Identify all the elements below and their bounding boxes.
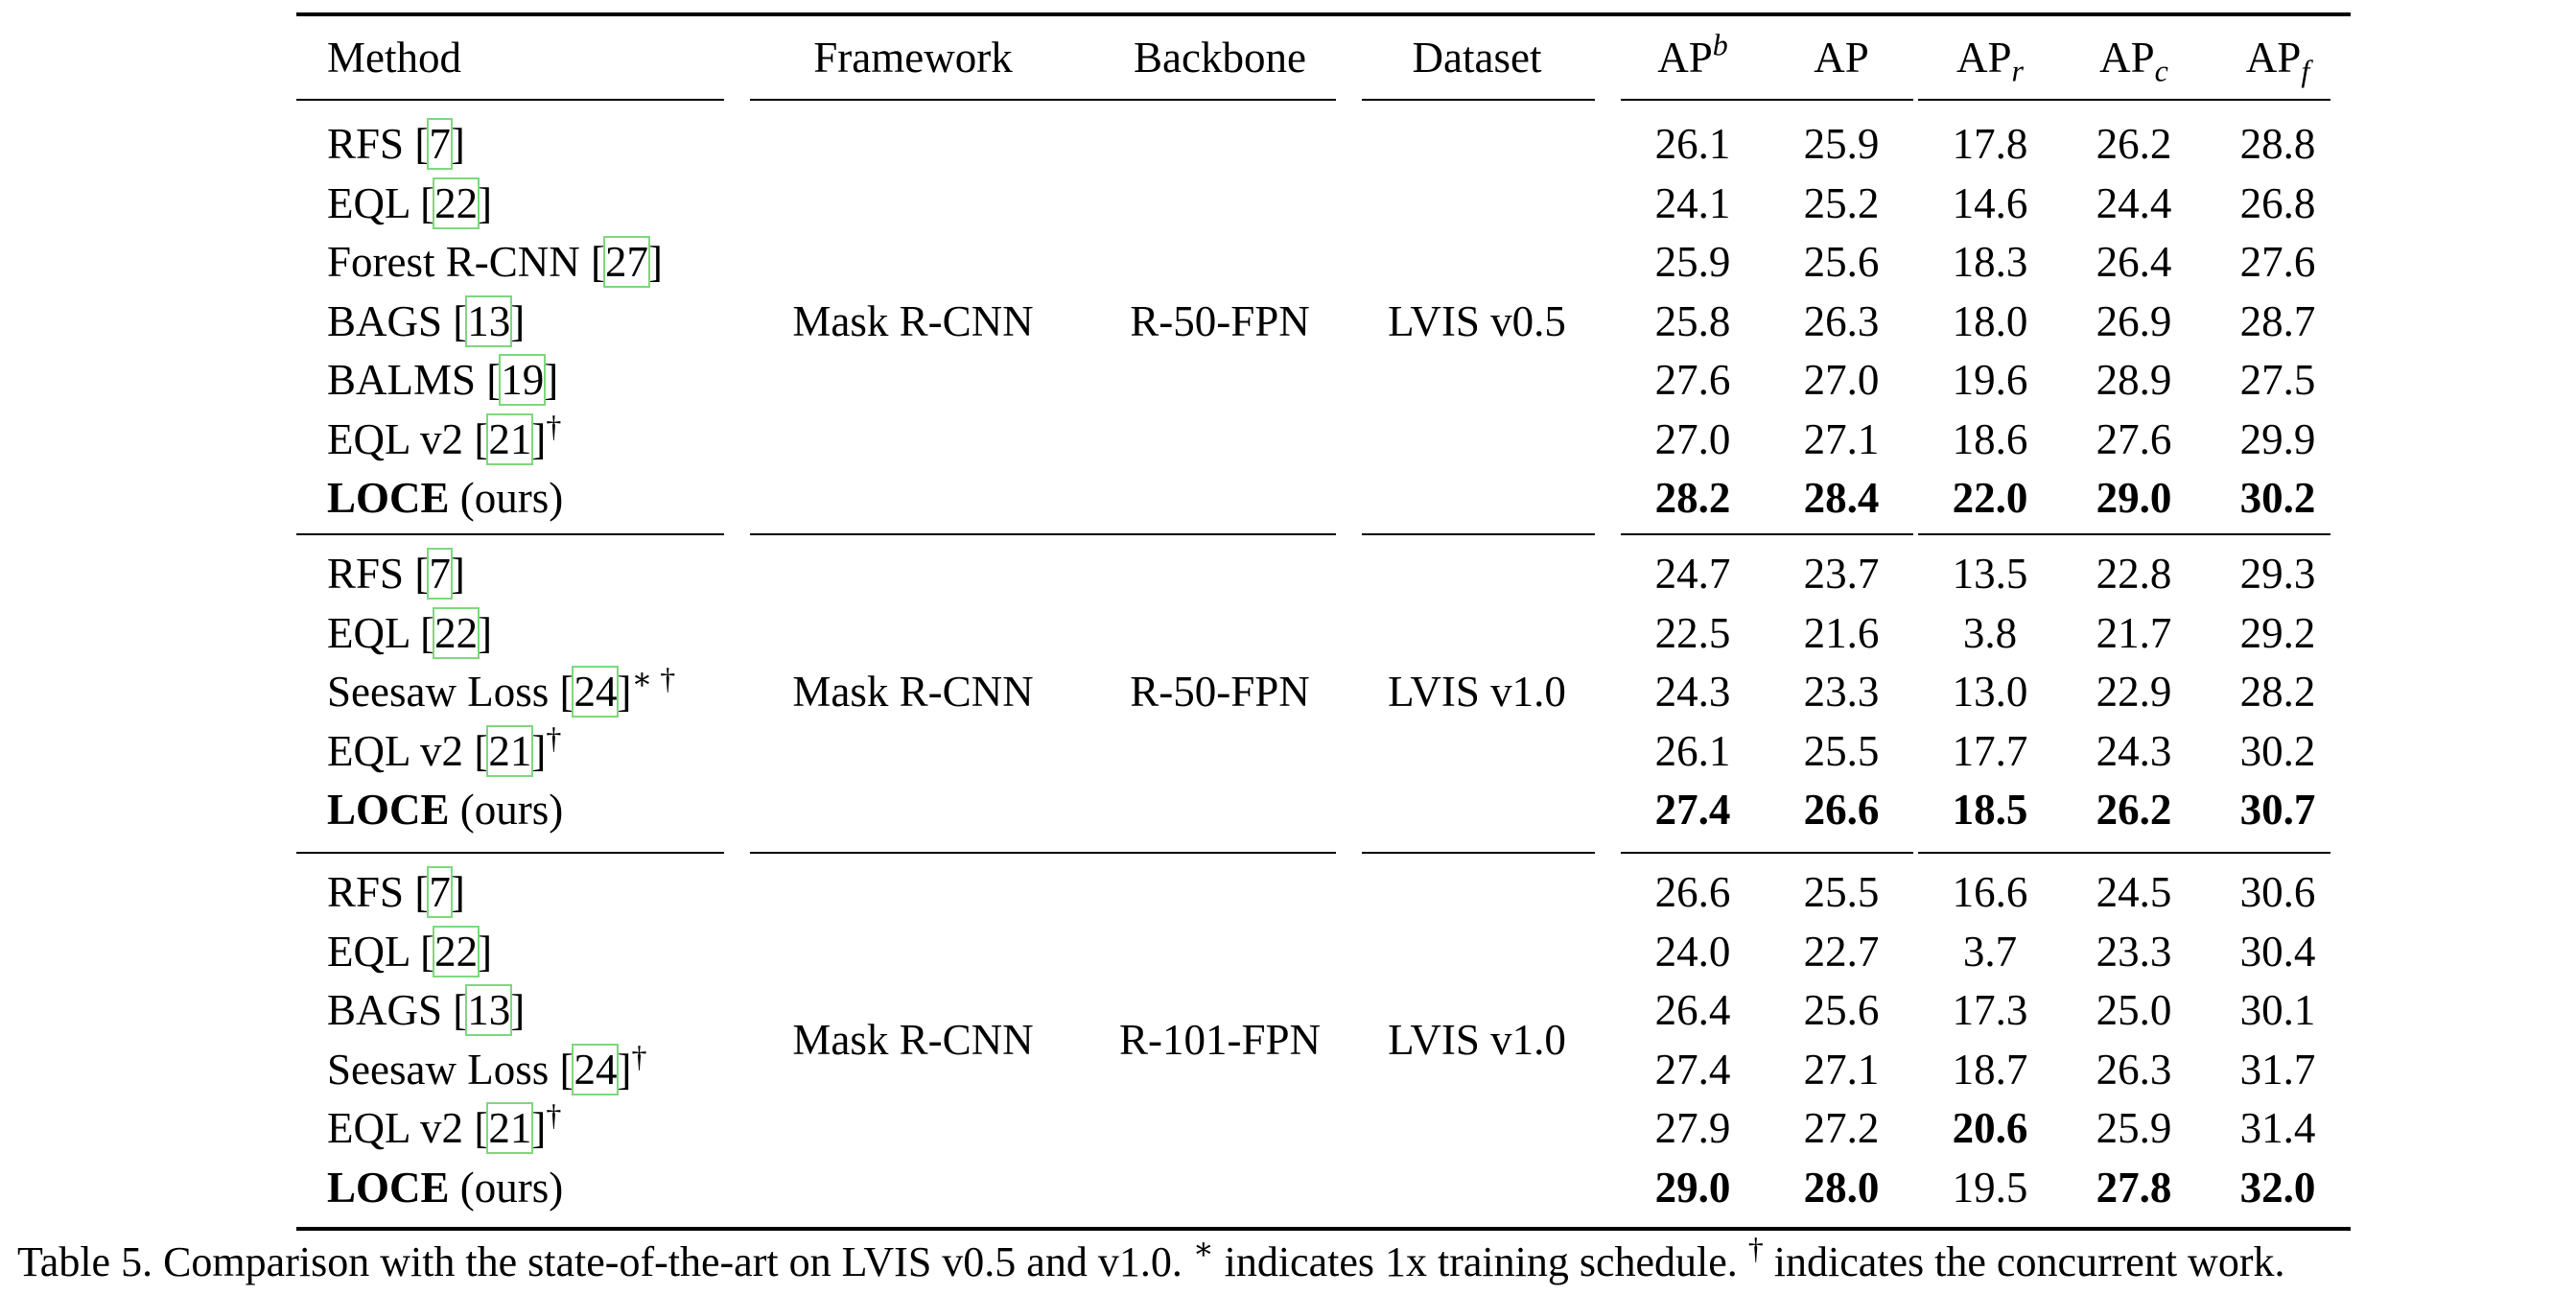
group-midrule bbox=[750, 852, 1336, 854]
table-bottom-rule bbox=[296, 1227, 2351, 1231]
method-cell: EQL v2 [21]† bbox=[327, 719, 562, 775]
metric-apr: 3.7 bbox=[1962, 927, 2018, 976]
metric-apb: 29.0 bbox=[1654, 1163, 1731, 1212]
group-midrule bbox=[750, 533, 1336, 535]
method-cell: RFS [7] bbox=[327, 550, 465, 598]
metric-apr: 17.3 bbox=[1952, 986, 2028, 1034]
metric-apb: 24.7 bbox=[1654, 550, 1731, 598]
header-ap-b: $AP^b$ bbox=[1657, 27, 1728, 82]
metric-ap: 23.3 bbox=[1803, 668, 1880, 716]
method-name: EQL bbox=[327, 178, 410, 227]
method-cell: Forest R-CNN [27] bbox=[327, 238, 664, 286]
metric-apc: 22.9 bbox=[2096, 668, 2172, 716]
group-midrule bbox=[296, 533, 724, 535]
metric-apc: 24.5 bbox=[2096, 868, 2172, 916]
citation-link[interactable]: 24 bbox=[574, 668, 618, 716]
group-midrule bbox=[296, 852, 724, 854]
metric-apf: 31.4 bbox=[2239, 1104, 2316, 1152]
footnote-mark: † bbox=[546, 719, 562, 755]
group-midrule bbox=[1362, 533, 1595, 535]
metric-apf: 28.2 bbox=[2239, 668, 2316, 716]
metric-apc: 26.3 bbox=[2096, 1045, 2172, 1094]
metric-apb: 25.9 bbox=[1654, 238, 1731, 286]
metric-apr: 16.6 bbox=[1952, 868, 2028, 916]
metric-apr: 20.6 bbox=[1952, 1104, 2028, 1152]
metric-apc: 25.9 bbox=[2096, 1104, 2172, 1152]
metric-apc: 21.7 bbox=[2096, 608, 2172, 657]
footnote-mark: † bbox=[546, 408, 562, 443]
metric-apf: 28.7 bbox=[2239, 296, 2316, 345]
metric-apr: 18.7 bbox=[1952, 1045, 2028, 1094]
metric-apc: 25.0 bbox=[2096, 986, 2172, 1034]
method-name: Seesaw Loss bbox=[327, 668, 550, 716]
metric-apc: 26.2 bbox=[2096, 786, 2172, 834]
metric-apc: 29.0 bbox=[2096, 474, 2172, 522]
metric-apr: 13.0 bbox=[1952, 668, 2028, 716]
metric-ap: 27.2 bbox=[1803, 1104, 1880, 1152]
method-suffix: (ours) bbox=[459, 786, 564, 834]
metric-apc: 27.6 bbox=[2096, 414, 2172, 463]
metric-apr: 17.8 bbox=[1952, 120, 2028, 168]
method-cell bbox=[327, 786, 564, 834]
header-dataset: Dataset bbox=[1412, 34, 1542, 82]
metric-ap: 25.9 bbox=[1803, 120, 1880, 168]
header-method: Method bbox=[327, 34, 461, 82]
metric-apb: 24.1 bbox=[1654, 178, 1731, 227]
metric-apf: 27.5 bbox=[2239, 356, 2316, 404]
method-name: EQL v2 bbox=[327, 414, 464, 463]
group-framework: Mask R-CNN bbox=[792, 296, 1034, 345]
metric-apr: 18.6 bbox=[1952, 414, 2028, 463]
method-name: Forest R-CNN bbox=[327, 238, 580, 286]
footnote-mark: † bbox=[546, 1097, 562, 1133]
metric-apb: 25.8 bbox=[1654, 296, 1731, 345]
group-midrule bbox=[750, 99, 1336, 101]
metric-ap: 27.1 bbox=[1803, 414, 1880, 463]
metric-apc: 23.3 bbox=[2096, 927, 2172, 976]
metric-ap: 25.2 bbox=[1803, 178, 1880, 227]
metric-ap: 26.3 bbox=[1803, 296, 1880, 345]
group-midrule bbox=[1621, 852, 1913, 854]
citation-link[interactable]: 22 bbox=[434, 608, 479, 657]
method-name: EQL bbox=[327, 927, 410, 976]
citation-link[interactable]: 7 bbox=[429, 120, 451, 168]
metric-ap: 25.5 bbox=[1803, 726, 1880, 775]
metric-ap: 26.6 bbox=[1803, 786, 1880, 834]
metric-apf: 31.7 bbox=[2239, 1045, 2316, 1094]
method-name: BAGS bbox=[327, 986, 443, 1034]
metric-apb: 26.1 bbox=[1654, 120, 1731, 168]
metric-apf: 32.0 bbox=[2239, 1163, 2316, 1212]
method-name: RFS bbox=[327, 550, 405, 598]
citation-link[interactable]: 27 bbox=[605, 238, 649, 286]
method-name: Seesaw Loss bbox=[327, 1045, 550, 1094]
group-midrule bbox=[1362, 99, 1595, 101]
metric-apf: 29.3 bbox=[2239, 550, 2316, 598]
metric-apb: 27.6 bbox=[1654, 356, 1731, 404]
citation-link[interactable]: 21 bbox=[488, 1104, 532, 1152]
metric-apb: 24.3 bbox=[1654, 668, 1731, 716]
metric-apf: 29.2 bbox=[2239, 608, 2316, 657]
citation-link[interactable]: 13 bbox=[467, 296, 511, 345]
group-dataset: LVIS v1.0 bbox=[1388, 1015, 1566, 1064]
method-cell: BAGS [13] bbox=[327, 296, 526, 345]
metric-apc: 26.4 bbox=[2096, 238, 2172, 286]
citation-link[interactable]: 22 bbox=[434, 178, 479, 227]
group-midrule bbox=[1362, 852, 1595, 854]
header-backbone: Backbone bbox=[1134, 34, 1306, 82]
metric-apb: 24.0 bbox=[1654, 927, 1731, 976]
metric-apf: 26.8 bbox=[2239, 178, 2316, 227]
group-midrule bbox=[1621, 99, 1913, 101]
metric-ap: 25.5 bbox=[1803, 868, 1880, 916]
method-cell: EQL [22] bbox=[327, 178, 493, 227]
metric-apr: 22.0 bbox=[1952, 474, 2028, 522]
citation-link[interactable]: 21 bbox=[488, 726, 532, 775]
method-name: RFS bbox=[327, 120, 405, 168]
metric-apf: 27.6 bbox=[2239, 238, 2316, 286]
method-cell: EQL v2 [21]† bbox=[327, 408, 562, 463]
method-name: EQL v2 bbox=[327, 1104, 464, 1152]
metric-apr: 19.5 bbox=[1952, 1163, 2028, 1212]
method-name: RFS bbox=[327, 868, 405, 916]
metric-apr: 17.7 bbox=[1952, 726, 2028, 775]
header-ap-f: $AP_f$ bbox=[2245, 34, 2310, 88]
group-framework: Mask R-CNN bbox=[792, 668, 1034, 716]
metric-apf: 30.2 bbox=[2239, 474, 2316, 522]
metric-apr: 18.3 bbox=[1952, 238, 2028, 286]
method-name: BALMS bbox=[327, 356, 477, 404]
footnote-mark: ∗ † bbox=[631, 661, 676, 696]
header-framework: Framework bbox=[813, 34, 1013, 82]
metric-apf: 30.2 bbox=[2239, 726, 2316, 775]
method-cell: EQL v2 [21]† bbox=[327, 1097, 562, 1152]
citation-link[interactable]: 24 bbox=[574, 1045, 618, 1094]
group-dataset: LVIS v1.0 bbox=[1388, 668, 1566, 716]
method-name: EQL bbox=[327, 608, 410, 657]
citation-link[interactable]: 7 bbox=[429, 868, 451, 916]
group-midrule bbox=[296, 99, 724, 101]
group-midrule bbox=[1621, 533, 1913, 535]
method-name: LOCE bbox=[327, 474, 450, 522]
metric-apc: 27.8 bbox=[2096, 1163, 2172, 1212]
metric-apf: 29.9 bbox=[2239, 414, 2316, 463]
metric-apf: 30.6 bbox=[2239, 868, 2316, 916]
metric-apc: 24.3 bbox=[2096, 726, 2172, 775]
method-cell: RFS [7] bbox=[327, 868, 465, 916]
method-cell: EQL [22] bbox=[327, 927, 493, 976]
metric-ap: 28.0 bbox=[1803, 1163, 1880, 1212]
metric-apb: 26.6 bbox=[1654, 868, 1731, 916]
metric-ap: 28.4 bbox=[1803, 474, 1880, 522]
method-cell: Seesaw Loss [24]† bbox=[327, 1038, 647, 1094]
metric-ap: 23.7 bbox=[1803, 550, 1880, 598]
metric-apb: 27.0 bbox=[1654, 414, 1731, 463]
group-framework: Mask R-CNN bbox=[792, 1015, 1034, 1064]
metric-apc: 28.9 bbox=[2096, 356, 2172, 404]
method-suffix: (ours) bbox=[459, 1163, 564, 1212]
metric-apr: 18.0 bbox=[1952, 296, 2028, 345]
table-top-rule bbox=[296, 12, 2351, 16]
metric-ap: 21.6 bbox=[1803, 608, 1880, 657]
group-backbone: R-101-FPN bbox=[1118, 1015, 1322, 1064]
footnote-mark: † bbox=[631, 1038, 647, 1073]
metric-apc: 24.4 bbox=[2096, 178, 2172, 227]
metric-ap: 22.7 bbox=[1803, 927, 1880, 976]
group-midrule bbox=[1918, 533, 2330, 535]
metric-apb: 27.9 bbox=[1654, 1104, 1731, 1152]
metric-apb: 26.1 bbox=[1654, 726, 1731, 775]
header-ap-r: $AP_r$ bbox=[1956, 34, 2024, 88]
metric-apr: 13.5 bbox=[1952, 550, 2028, 598]
method-name: LOCE bbox=[327, 786, 450, 834]
metric-apb: 22.5 bbox=[1654, 608, 1731, 657]
metric-apf: 30.7 bbox=[2239, 786, 2316, 834]
metric-apf: 30.4 bbox=[2239, 927, 2316, 976]
metric-apr: 18.5 bbox=[1952, 786, 2028, 834]
metric-apf: 28.8 bbox=[2239, 120, 2316, 168]
metric-ap: 25.6 bbox=[1803, 238, 1880, 286]
group-dataset: LVIS v0.5 bbox=[1388, 296, 1566, 345]
metric-apb: 26.4 bbox=[1654, 986, 1731, 1034]
citation-link[interactable]: 19 bbox=[501, 356, 545, 404]
group-midrule bbox=[1918, 852, 2330, 854]
citation-link[interactable]: 22 bbox=[434, 927, 479, 976]
group-backbone: R-50-FPN bbox=[1130, 668, 1310, 716]
method-cell: Seesaw Loss [24]∗ † bbox=[327, 661, 676, 716]
method-cell: BAGS [13] bbox=[327, 986, 526, 1034]
metric-ap: 27.0 bbox=[1803, 356, 1880, 404]
method-cell bbox=[327, 1163, 564, 1212]
metric-apc: 26.9 bbox=[2096, 296, 2172, 345]
method-cell: BALMS [19] bbox=[327, 356, 559, 404]
metric-apr: 3.8 bbox=[1962, 608, 2018, 657]
metric-apb: 27.4 bbox=[1654, 1045, 1731, 1094]
metric-apc: 22.8 bbox=[2096, 550, 2172, 598]
group-backbone: R-50-FPN bbox=[1130, 296, 1310, 345]
citation-link[interactable]: 7 bbox=[429, 550, 451, 598]
metric-apr: 19.6 bbox=[1952, 356, 2028, 404]
metric-apb: 27.4 bbox=[1654, 786, 1731, 834]
method-cell: RFS [7] bbox=[327, 120, 465, 168]
metric-ap: 27.1 bbox=[1803, 1045, 1880, 1094]
table-caption: Table 5. Comparison with the state-of-the-art on LVIS v0.5 and v1.0. ∗ indicates 1x training schedule. † indicates the concurrent work. bbox=[17, 1231, 2285, 1285]
metric-ap: 25.6 bbox=[1803, 986, 1880, 1034]
method-name: LOCE bbox=[327, 1163, 450, 1212]
metric-apb: 28.2 bbox=[1654, 474, 1731, 522]
method-cell bbox=[327, 474, 564, 522]
header-ap: AP bbox=[1814, 34, 1869, 82]
metric-apc: 26.2 bbox=[2096, 120, 2172, 168]
header-ap-c: $AP_c$ bbox=[2099, 34, 2168, 88]
citation-link[interactable]: 13 bbox=[467, 986, 511, 1034]
method-suffix: (ours) bbox=[459, 474, 564, 522]
method-name: BAGS bbox=[327, 296, 443, 345]
group-midrule bbox=[1918, 99, 2330, 101]
metric-apf: 30.1 bbox=[2239, 986, 2316, 1034]
method-cell: EQL [22] bbox=[327, 608, 493, 657]
citation-link[interactable]: 21 bbox=[488, 414, 532, 463]
metric-apr: 14.6 bbox=[1952, 178, 2028, 227]
method-name: EQL v2 bbox=[327, 726, 464, 775]
